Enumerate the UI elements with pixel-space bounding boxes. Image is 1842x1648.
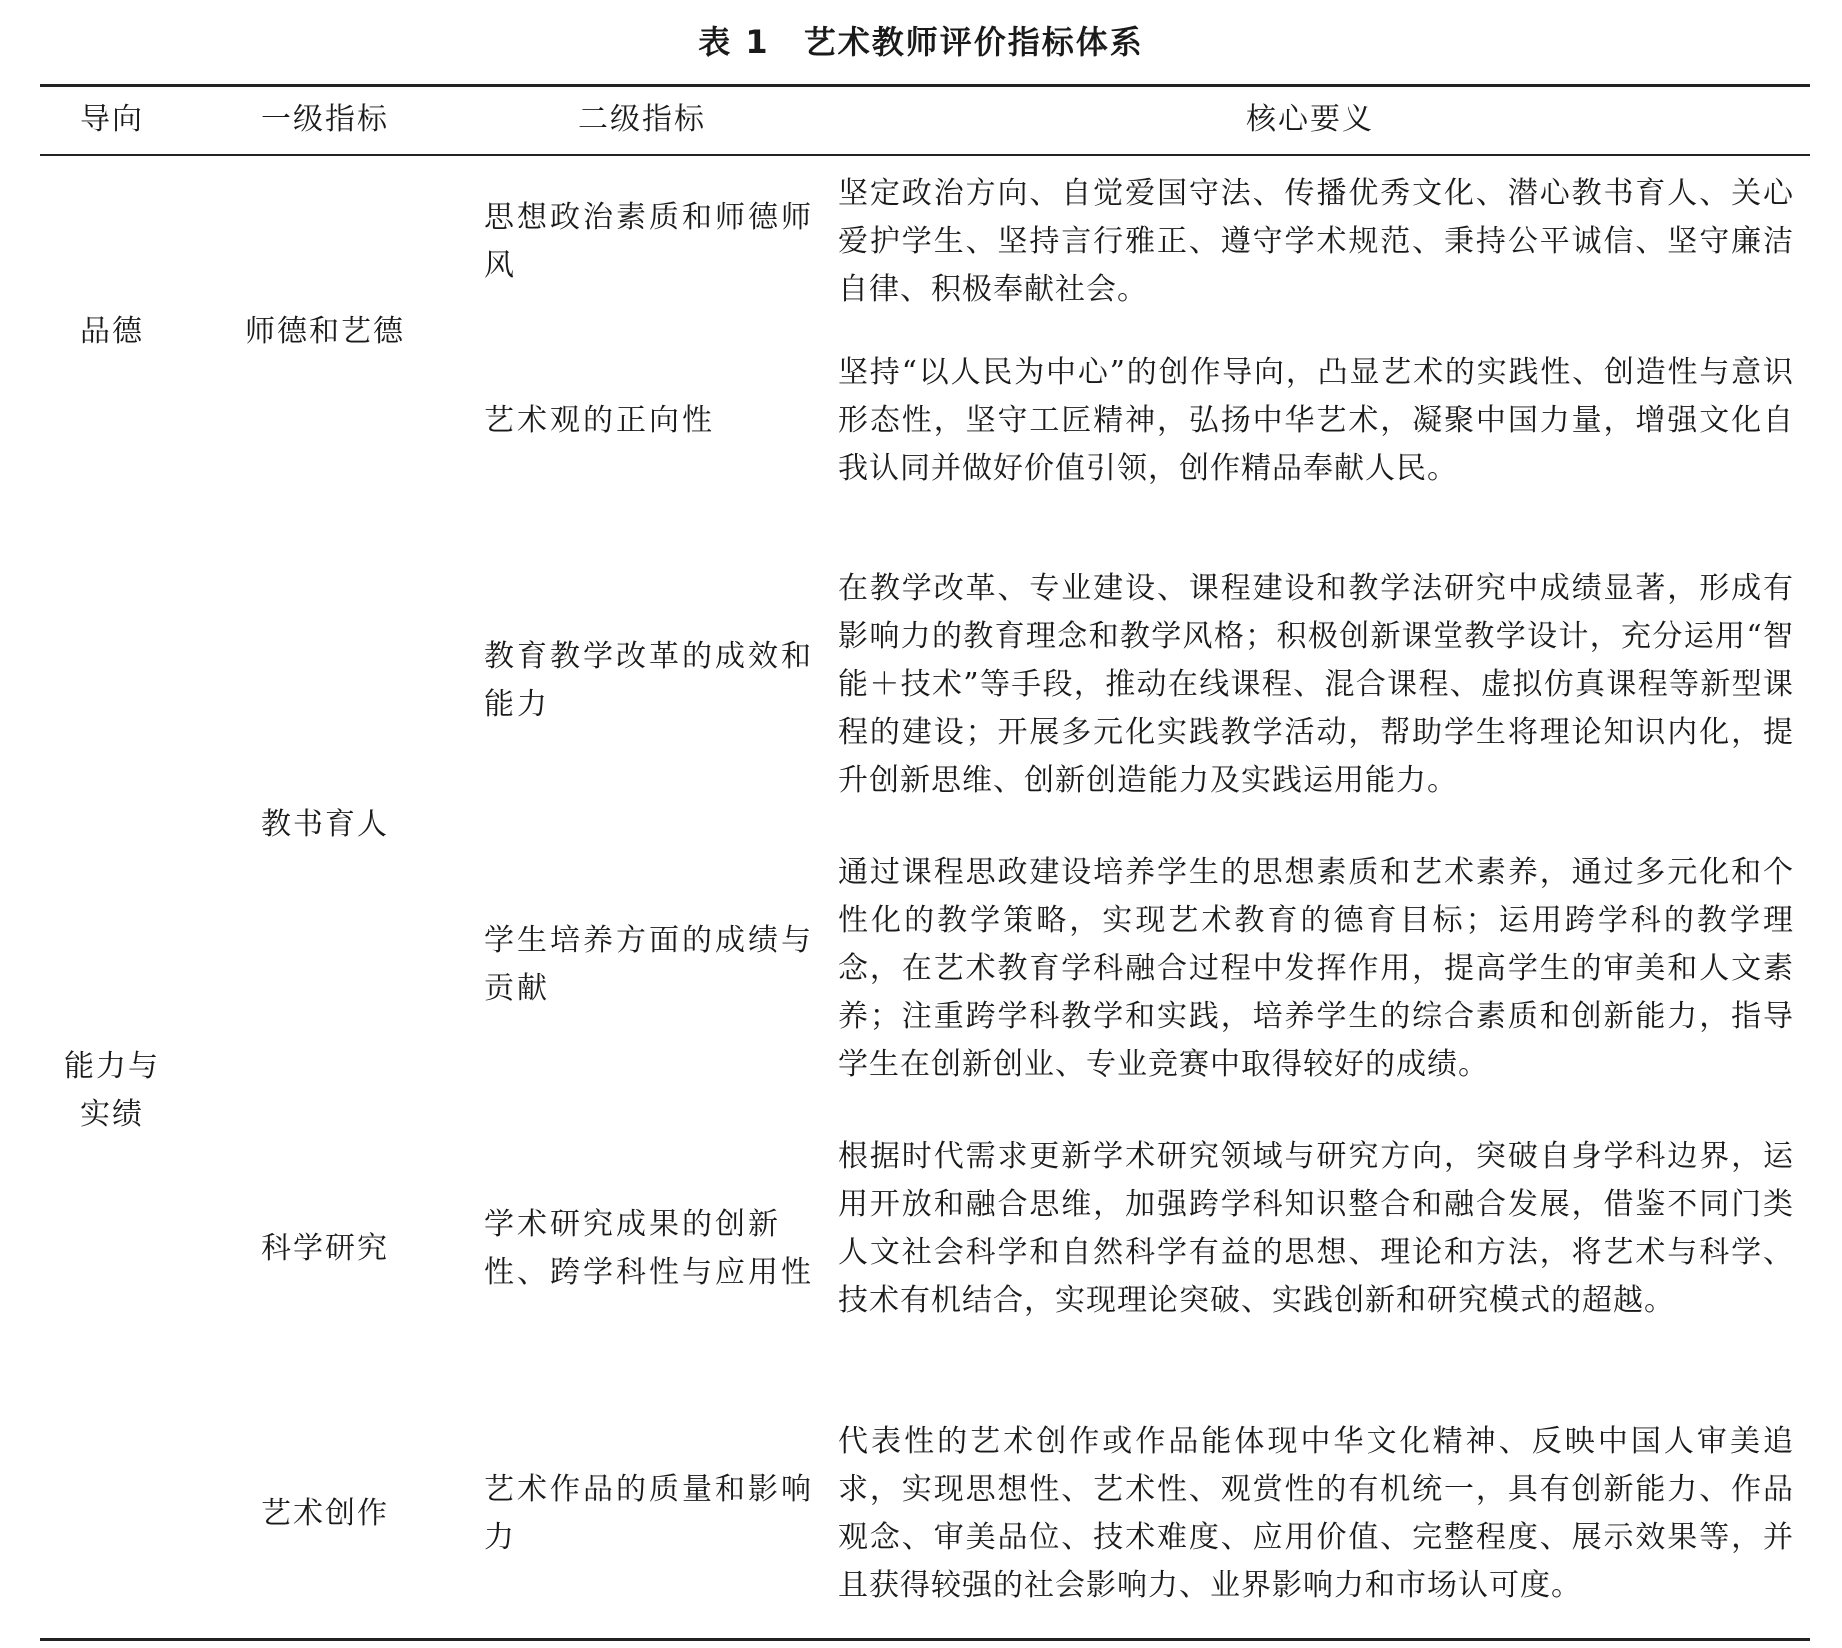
bottom-rule bbox=[40, 1638, 1810, 1641]
header-core: 核心要义 bbox=[1246, 102, 1374, 137]
orientation-cell: 品德 bbox=[80, 314, 144, 349]
core-cell: 坚定政治方向、自觉爱国守法、传播优秀文化、潜心教书育人、关心爱护学生、坚持言行雅正、遵守学术规范、秉持公平诚信、坚守廉洁自律、积极奉献社会。 bbox=[838, 176, 1794, 307]
level2-cell: 学生培养方面的成绩与贡献 bbox=[484, 923, 814, 1006]
level1-cell: 艺术创作 bbox=[261, 1496, 389, 1531]
table-number: 表 1 bbox=[698, 23, 770, 61]
level2-cell: 艺术观的正向性 bbox=[484, 403, 715, 438]
table-title: 艺术教师评价指标体系 bbox=[803, 23, 1144, 61]
header-level1: 一级指标 bbox=[261, 102, 389, 137]
header-rule bbox=[40, 154, 1810, 156]
level2-cell: 艺术作品的质量和影响力 bbox=[484, 1472, 814, 1555]
level2-cell: 思想政治素质和师德师风 bbox=[484, 200, 814, 283]
level1-cell: 师德和艺德 bbox=[245, 314, 405, 349]
level1-cell: 科学研究 bbox=[261, 1231, 389, 1266]
core-cell: 代表性的艺术创作或作品能体现中华文化精神、反映中国人审美追求，实现思想性、艺术性、观赏性的有机统一，具有创新能力、作品观念、审美品位、技术难度、应用价值、完整程度、展示效果等，并且获得较强的社会影响力、业界影响力和市场认可度。 bbox=[838, 1424, 1794, 1603]
core-cell: 通过课程思政建设培养学生的思想素质和艺术素养，通过多元化和个性化的教学策略，实现艺术教育的德育目标；运用跨学科的教学理念，在艺术教育学科融合过程中发挥作用，提高学生的审美和人文素养；注重跨学科教学和实践，培养学生的综合素质和创新能力，指导学生在创新创业、专业竞赛中取得较好的成绩。 bbox=[838, 855, 1794, 1082]
header-level2: 二级指标 bbox=[578, 102, 706, 137]
core-cell: 在教学改革、专业建设、课程建设和教学法研究中成绩显著，形成有影响力的教育理念和教学风格；积极创新课堂教学设计，充分运用“智能＋技术”等手段，推动在线课程、混合课程、虚拟仿真课程等新型课程的建设；开展多元化实践教学活动，帮助学生将理论知识内化，提升创新思维、创新创造能力及实践运用能力。 bbox=[838, 571, 1794, 798]
table-caption bbox=[0, 18, 1842, 66]
header-orientation: 导向 bbox=[80, 102, 144, 137]
top-rule bbox=[40, 84, 1810, 87]
level1-cell: 教书育人 bbox=[261, 807, 389, 842]
core-cell: 根据时代需求更新学术研究领域与研究方向，突破自身学科边界，运用开放和融合思维，加强跨学科知识整合和融合发展，借鉴不同门类人文社会科学和自然科学有益的思想、理论和方法，将艺术与科学、技术有机结合，实现理论突破、实践创新和研究模式的超越。 bbox=[838, 1139, 1794, 1318]
level2-cell: 学术研究成果的创新性、跨学科性与应用性 bbox=[484, 1207, 814, 1290]
core-cell: 坚持“以人民为中心”的创作导向，凸显艺术的实践性、创造性与意识形态性，坚守工匠精神，弘扬中华艺术，凝聚中国力量，增强文化自我认同并做好价值引领，创作精品奉献人民。 bbox=[838, 355, 1794, 486]
level2-cell: 教育教学改革的成效和能力 bbox=[484, 639, 814, 722]
orientation-cell: 能力与实绩 bbox=[64, 1049, 160, 1132]
